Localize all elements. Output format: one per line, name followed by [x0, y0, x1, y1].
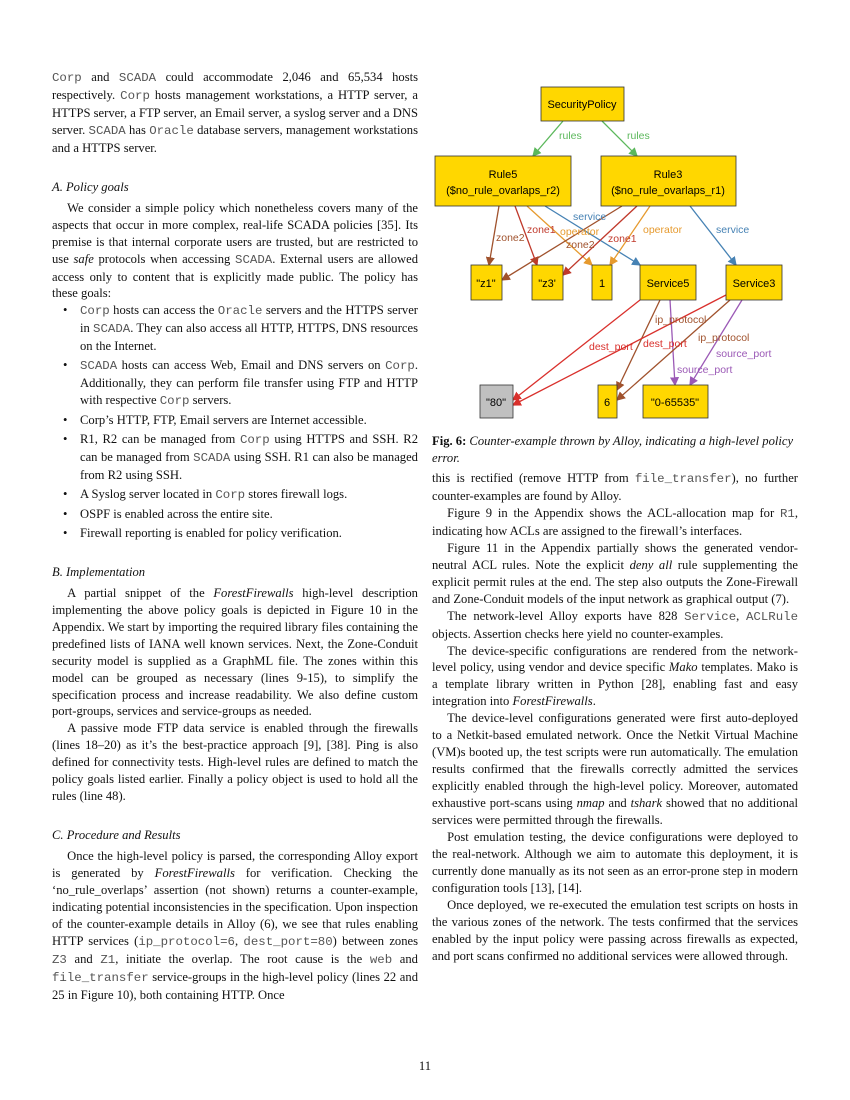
text-run: showed that no additional services were permitted through the firewalls. [432, 796, 798, 828]
emphasis-text: Mako [668, 660, 698, 675]
list-item [80, 302, 418, 355]
text-run: R1, R2 can be managed from [80, 432, 240, 447]
code-text: SCADA [88, 123, 126, 138]
paragraph [52, 585, 418, 721]
text-run: C. Procedure and Results [52, 828, 181, 843]
text-run: , [736, 608, 746, 623]
text-run: , initiate the overlap. The root cause is the [115, 951, 370, 966]
code-text: SCADA [80, 359, 118, 374]
text-run: database servers, management workstations and a HTTPS server. [52, 122, 418, 155]
paragraph [432, 540, 798, 608]
paragraph [432, 608, 798, 643]
text-run: objects. Assertion checks here yield no counter-examples. [432, 626, 724, 641]
code-text: R1 [779, 506, 795, 521]
paragraph [52, 720, 418, 805]
text-run: Firewall reporting is enabled for policy verification. [80, 525, 342, 540]
text-run: and [66, 951, 101, 966]
text-run: The device-level configurations generated were first auto-deployed to a Netkit-based emulated network. Once the Netkit Virtual Machine (VM)s booted up, the test scripts were run automatically. The emulation results confirmed that the firewalls correctly admitted the services explicitly enabled through the high-level policy. Moreover, automated exhaustive port-scans using [432, 711, 798, 811]
emphasis-text: tshark [630, 796, 663, 811]
text-run: B. Implementation [52, 564, 146, 579]
node-security-policy: SecurityPolicy [547, 99, 617, 111]
text-run: hosts management workstations, a HTTP server, a HTTPS server, a FTP server, an Email server, a syslog server and a DNS server. [52, 87, 418, 137]
edge-label: rules [559, 130, 582, 142]
code-text: dest_port=80 [243, 934, 333, 949]
text-run: high-level description implementing the above policy goals is depicted in Figure 10 in the Appendix. We start by importing the required library files containing the predefined lists of IANA well known services. Next, the Zone-Conduit security model is supplied as a GraphML file. The zones within this model can be grouped as necessary (lines 9-15), to simplify the specification process and increase readability. We also define custom port-groups, services and service-groups as needed. [52, 585, 418, 719]
code-text: Corp [80, 304, 110, 319]
edge-label: dest_port [643, 338, 687, 350]
right-column [432, 470, 798, 965]
code-text: Corp [239, 433, 270, 448]
edge-label: zone2 [496, 232, 525, 244]
code-text: Corp [120, 88, 150, 103]
paragraph [432, 710, 798, 829]
edge-label: service [716, 224, 750, 236]
text-run: servers and the HTTPS server in [80, 303, 418, 336]
text-run: hosts can access the [109, 303, 218, 318]
code-text: Corp [385, 359, 415, 374]
text-run: A passive mode FTP data service is enabled through the firewalls (lines 18–20) as it’s the best-practice approach [9], [38]. Ping is also defined for connectivity tests. High-level rules are defined to match the policy goals listed earlier. Finally a policy object is used to hold all the rules (line 48). [52, 721, 418, 804]
text-run: could accommodate 2,046 and 65,534 hosts respectively. [52, 70, 418, 102]
edge-label: operator [560, 226, 600, 238]
figure-caption [432, 433, 798, 467]
edge-label: rules [627, 130, 650, 142]
edge-label: operator [643, 224, 683, 236]
text-run: rule supplementing the explicit permit rules at the end. The step also outputs the Zone-Firewall and Zone-Conduit models of the input network as graphical output (7). [432, 557, 798, 606]
paragraph [52, 69, 418, 157]
text-run: Figure 11 in the Appendix partially shows the generated vendor-neutral ACL rules. Note the explicit [432, 540, 798, 572]
emphasis-text: ForestFirewalls [154, 866, 235, 881]
code-text: web [369, 952, 393, 967]
node-80: "80" [485, 397, 507, 409]
edge-label: dest_port [589, 341, 633, 353]
text-run: The device-specific configurations are rendered from the network-level policy, using vendor and device specific [432, 643, 798, 675]
text-run: for verification. Checking the ‘no_rule_overlaps’ assertion (not shown) returns a counter-example, indicating potential inconsistencies in the specification. Upon inspection of the counter-example details in Alloy (6), we see that rules enabling HTTP services ( [52, 866, 418, 948]
text-run: this is rectified (remove HTTP from [432, 471, 635, 485]
text-run: . [592, 694, 596, 709]
text-run: and [81, 70, 119, 84]
edge-label: source_port [716, 348, 772, 360]
text-run: Figure 9 in the Appendix shows the ACL-allocation map for [447, 505, 780, 520]
emphasis-text: nmap [576, 796, 605, 811]
node-rule3: Rule3 [653, 169, 683, 181]
emphasis-text: ForestFirewalls [213, 585, 294, 600]
section-heading [52, 564, 418, 581]
text-run: , [234, 933, 244, 948]
goal-list [52, 302, 418, 541]
text-run: A partial snippet of the [67, 585, 214, 600]
edge-label: ip_protocol [655, 314, 707, 326]
emphasis-text: deny all [629, 557, 673, 572]
edge-label: zone2 [566, 239, 595, 251]
code-text: Corp [215, 487, 246, 502]
text-run: A. Policy goals [52, 179, 129, 194]
text-run: has [125, 122, 150, 137]
text-run: protocols when accessing [93, 251, 236, 266]
node-6: 6 [603, 397, 611, 409]
text-run: . They can also access all HTTP, HTTPS, DNS resources on the Internet. [80, 321, 419, 354]
text-run: The network-level Alloy exports have 828 [447, 608, 685, 623]
text-run: , indicating how ACLs are assigned to the firewall’s interfaces. [432, 505, 798, 538]
text-run: service-groups in the high-level policy (lines 22 and 25 in Figure 10), both containing HTTP. Once [52, 969, 418, 1002]
text-run: templates. Mako is a template library written in Python [28], enabling fast and easy integration into [432, 660, 798, 709]
code-text: file_transfer [52, 970, 149, 985]
code-text: Z1 [100, 952, 116, 967]
code-text: Corp [52, 71, 82, 85]
list-item [80, 357, 418, 410]
edge-label: source_port [677, 364, 733, 376]
alloy-counterexample-diagram [430, 80, 790, 430]
edge-label: ip_protocol [698, 332, 750, 344]
caption-label: Fig. 6: [432, 434, 467, 448]
text-run: ) between zones [332, 933, 418, 948]
code-text: Oracle [149, 123, 194, 138]
node-service3: Service3 [732, 278, 776, 290]
text-run: Corp’s HTTP, FTP, Email servers are Internet accessible. [80, 413, 367, 428]
list-item [80, 431, 418, 484]
text-run: ), no further counter-examples are found by Alloy. [432, 471, 798, 503]
node-rule3-sub: ($no_rule_ovarlaps_r1) [611, 185, 725, 197]
text-run: OSPF is enabled across the entire site. [80, 506, 273, 521]
text-run: using HTTPS and SSH. R2 can be managed from [80, 432, 419, 465]
node-z1: "z1" [476, 278, 496, 290]
code-text: Z3 [52, 952, 67, 967]
code-text: SCADA [193, 451, 231, 466]
node-1: 1 [598, 278, 606, 290]
paragraph [432, 643, 798, 711]
paragraph [432, 829, 798, 897]
code-text: SCADA [93, 322, 131, 337]
edge-label: service [573, 211, 607, 223]
text-run: stores firewall logs. [245, 486, 348, 501]
node-service5: Service5 [646, 278, 690, 290]
caption-text: Counter-example thrown by Alloy, indicating a high-level policy error. [432, 434, 794, 465]
text-run: . External users are allowed access only to content that is explicitly made public. The policy has these goals: [52, 251, 418, 301]
code-text: Oracle [217, 304, 263, 319]
node-z3: "z3' [538, 278, 556, 290]
emphasis-text: ForestFirewalls [512, 694, 593, 709]
text-run: using SSH. R1 can also be managed from R2 using SSH. [80, 450, 418, 483]
page-number: 11 [418, 1059, 432, 1073]
paragraph [52, 848, 418, 1004]
text-run: and [392, 951, 418, 966]
text-run: We consider a simple policy which nonetheless covers many of the aspects that occur in more complex, real-life SCADA policies [35]. Its premise is that internal corporate users are trusted, but are restricted to use [52, 200, 418, 266]
text-run: and [604, 796, 631, 811]
section-heading [52, 179, 418, 196]
code-text: SCADA [235, 252, 273, 267]
paragraph [432, 505, 798, 540]
code-text: Service [684, 609, 737, 624]
left-column [52, 69, 418, 1004]
node-port-range: "0-65535" [650, 397, 700, 409]
code-text: SCADA [118, 71, 157, 85]
text-run: Once deployed, we re-executed the emulation test scripts on hosts in the various zones of the network. The tests confirmed that the services enabled by the input policy were passing across firewalls as expected, and port scans confirmed no additional services were allowed through. [432, 897, 798, 963]
code-text: ip_protocol=6 [138, 934, 235, 949]
list-item [80, 486, 418, 504]
text-run: Post emulation testing, the device configurations were deployed to the real-network. Although we aim to automate this deployment, it is currently done manually as its not seen as an error-prone step in modern configuration tools [13], [14]. [432, 830, 798, 895]
text-run: A Syslog server located in [80, 486, 216, 501]
node-rule5-sub: ($no_rule_ovarlaps_r2) [446, 185, 560, 197]
list-item [80, 412, 418, 429]
edge-label: zone1 [527, 224, 556, 236]
paragraph [52, 200, 418, 303]
section-heading [52, 827, 418, 844]
edge-label: zone1 [608, 233, 637, 245]
text-run: . Additionally, they can perform file transfer using FTP and HTTP with respective [80, 358, 418, 408]
text-run: hosts can access Web, Email and DNS servers on [117, 358, 386, 373]
paragraph [432, 897, 798, 965]
code-text: ACLRule [745, 609, 799, 624]
text-run: Once the high-level policy is parsed, the corresponding Alloy export is generated by [52, 849, 418, 881]
code-text: file_transfer [634, 472, 732, 486]
text-run: servers. [189, 393, 232, 408]
code-text: Corp [159, 394, 190, 409]
list-item [80, 506, 418, 523]
paragraph [432, 470, 798, 505]
emphasis-text: safe [73, 251, 94, 266]
list-item [80, 525, 418, 542]
node-rule5: Rule5 [488, 169, 518, 181]
